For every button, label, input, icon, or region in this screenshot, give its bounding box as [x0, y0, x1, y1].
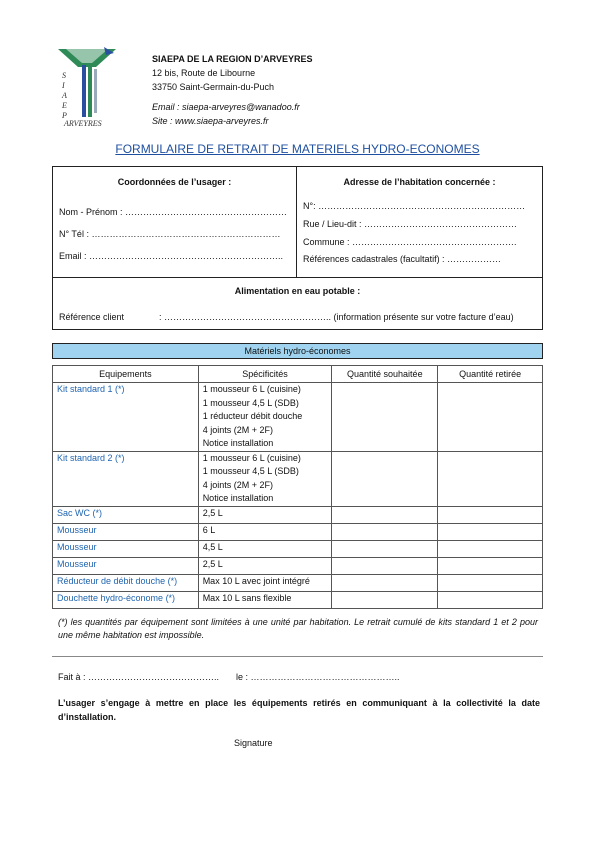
engagement-statement: L’usager s’engage à mettre en place les équipements retirés en communiquant à la collectivité la date d’installation.	[58, 698, 540, 722]
org-header	[152, 52, 313, 128]
reference-client-field[interactable]: : ……………………………………………….. (information présente sur votre facture d’eau)	[159, 312, 514, 322]
commune-field[interactable]: Commune : ……………………………………………….	[303, 237, 517, 247]
quantity-withdrawn-cell[interactable]	[438, 506, 543, 523]
quantity-withdrawn-cell[interactable]	[438, 383, 543, 452]
table-row	[53, 383, 543, 452]
logo	[56, 45, 118, 129]
habitation-heading: Adresse de l’habitation concernée :	[343, 177, 496, 187]
equipment-specs: 1 mousseur 6 L (cuisine) 1 mousseur 4,5 L (SDB) 4 joints (2M + 2F) Notice installation	[198, 451, 332, 506]
cadastre-field[interactable]: Références cadastrales (facultatif) : ………………	[303, 254, 502, 264]
quantity-withdrawn-cell[interactable]	[438, 451, 543, 506]
logo-letter: S	[62, 71, 66, 80]
divider	[52, 656, 543, 657]
equipment-name: Kit standard 1 (*)	[53, 383, 199, 452]
equipment-specs: 1 mousseur 6 L (cuisine) 1 mousseur 4,5 L (SDB) 1 réducteur débit douche 4 joints (2M + 2F) Notice installation	[198, 383, 332, 452]
quantity-withdrawn-cell[interactable]	[438, 540, 543, 557]
org-website[interactable]: Site : www.siaepa-arveyres.fr	[152, 116, 269, 126]
table-row	[53, 557, 543, 574]
table-row	[53, 540, 543, 557]
email-field[interactable]: Email : ………………………………………………………..	[59, 251, 284, 261]
logo-letter: I	[62, 81, 65, 90]
table-row	[53, 451, 543, 506]
logo-letter: E	[62, 101, 67, 110]
equipment-specs: 2,5 L	[198, 557, 332, 574]
org-address-line1: 12 bis, Route de Libourne	[152, 68, 256, 78]
table-row	[53, 506, 543, 523]
equipment-specs: 4,5 L	[198, 540, 332, 557]
equipment-name: Réducteur de débit douche (*)	[53, 574, 199, 591]
quantity-withdrawn-cell[interactable]	[438, 557, 543, 574]
column-header: Quantité retirée	[438, 366, 543, 383]
quantity-requested-cell[interactable]	[332, 383, 438, 452]
equipment-name: Mousseur	[53, 540, 199, 557]
usager-heading: Coordonnées de l’usager :	[117, 177, 232, 187]
quantity-withdrawn-cell[interactable]	[438, 574, 543, 591]
equipment-table	[52, 365, 543, 609]
equipment-specs: Max 10 L avec joint intégré	[198, 574, 332, 591]
reference-client-label: Référence client	[59, 312, 125, 322]
org-address-line2: 33750 Saint-Germain-du-Puch	[152, 82, 275, 92]
telephone-field[interactable]: N° Tél : ………………………………………………………	[59, 229, 281, 239]
nom-prenom-field[interactable]: Nom - Prénom : ………………………………………………	[59, 207, 288, 217]
equipment-name: Kit standard 2 (*)	[53, 451, 199, 506]
fait-a-field[interactable]: Fait à : ……………………………………..	[58, 672, 220, 682]
equipment-specs: 2,5 L	[198, 506, 332, 523]
quantity-requested-cell[interactable]	[332, 591, 438, 608]
quantity-requested-cell[interactable]	[332, 451, 438, 506]
org-name: SIAEPA DE LA REGION D’ARVEYRES	[152, 54, 313, 64]
column-header: Quantité souhaitée	[332, 366, 438, 383]
quantity-withdrawn-cell[interactable]	[438, 523, 543, 540]
contact-form-box	[52, 166, 543, 330]
logo-letter: P	[62, 111, 67, 120]
equipment-specs: Max 10 L sans flexible	[198, 591, 332, 608]
table-row	[53, 523, 543, 540]
equipment-name: Sac WC (*)	[53, 506, 199, 523]
rue-field[interactable]: Rue / Lieu-dit : ……………………………………………	[303, 219, 518, 229]
alimentation-heading: Alimentation en eau potable :	[234, 286, 361, 296]
column-header: Equipements	[53, 366, 199, 383]
table-row	[53, 574, 543, 591]
page-title: FORMULAIRE DE RETRAIT DE MATERIELS HYDRO-ECONOMES	[115, 142, 480, 156]
quantity-requested-cell[interactable]	[332, 540, 438, 557]
footnote: (*) les quantités par équipement sont limitées à une unité par habitation. Le retrait cumulé de kits standard 1 et 2 pour une même habitation est impossible.	[58, 617, 538, 640]
equipment-name: Douchette hydro-économe (*)	[53, 591, 199, 608]
quantity-requested-cell[interactable]	[332, 523, 438, 540]
quantity-requested-cell[interactable]	[332, 506, 438, 523]
logo-letter: A	[62, 91, 67, 100]
equipment-name: Mousseur	[53, 557, 199, 574]
equipment-name: Mousseur	[53, 523, 199, 540]
quantity-requested-cell[interactable]	[332, 557, 438, 574]
org-email[interactable]: Email : siaepa-arveyres@wanadoo.fr	[152, 102, 300, 112]
date-field[interactable]: le : …………………………………………..	[236, 672, 400, 682]
column-header: Spécificités	[198, 366, 332, 383]
equipment-section-title: Matériels hydro-économes	[52, 343, 543, 359]
equipment-specs: 6 L	[198, 523, 332, 540]
quantity-requested-cell[interactable]	[332, 574, 438, 591]
table-row	[53, 591, 543, 608]
table-header-row	[53, 366, 543, 383]
signature-label: Signature	[234, 738, 273, 748]
logo-subtitle: ARVEYRES	[64, 119, 102, 128]
quantity-withdrawn-cell[interactable]	[438, 591, 543, 608]
numero-field[interactable]: N°: ……………………………………………………………	[303, 201, 526, 211]
